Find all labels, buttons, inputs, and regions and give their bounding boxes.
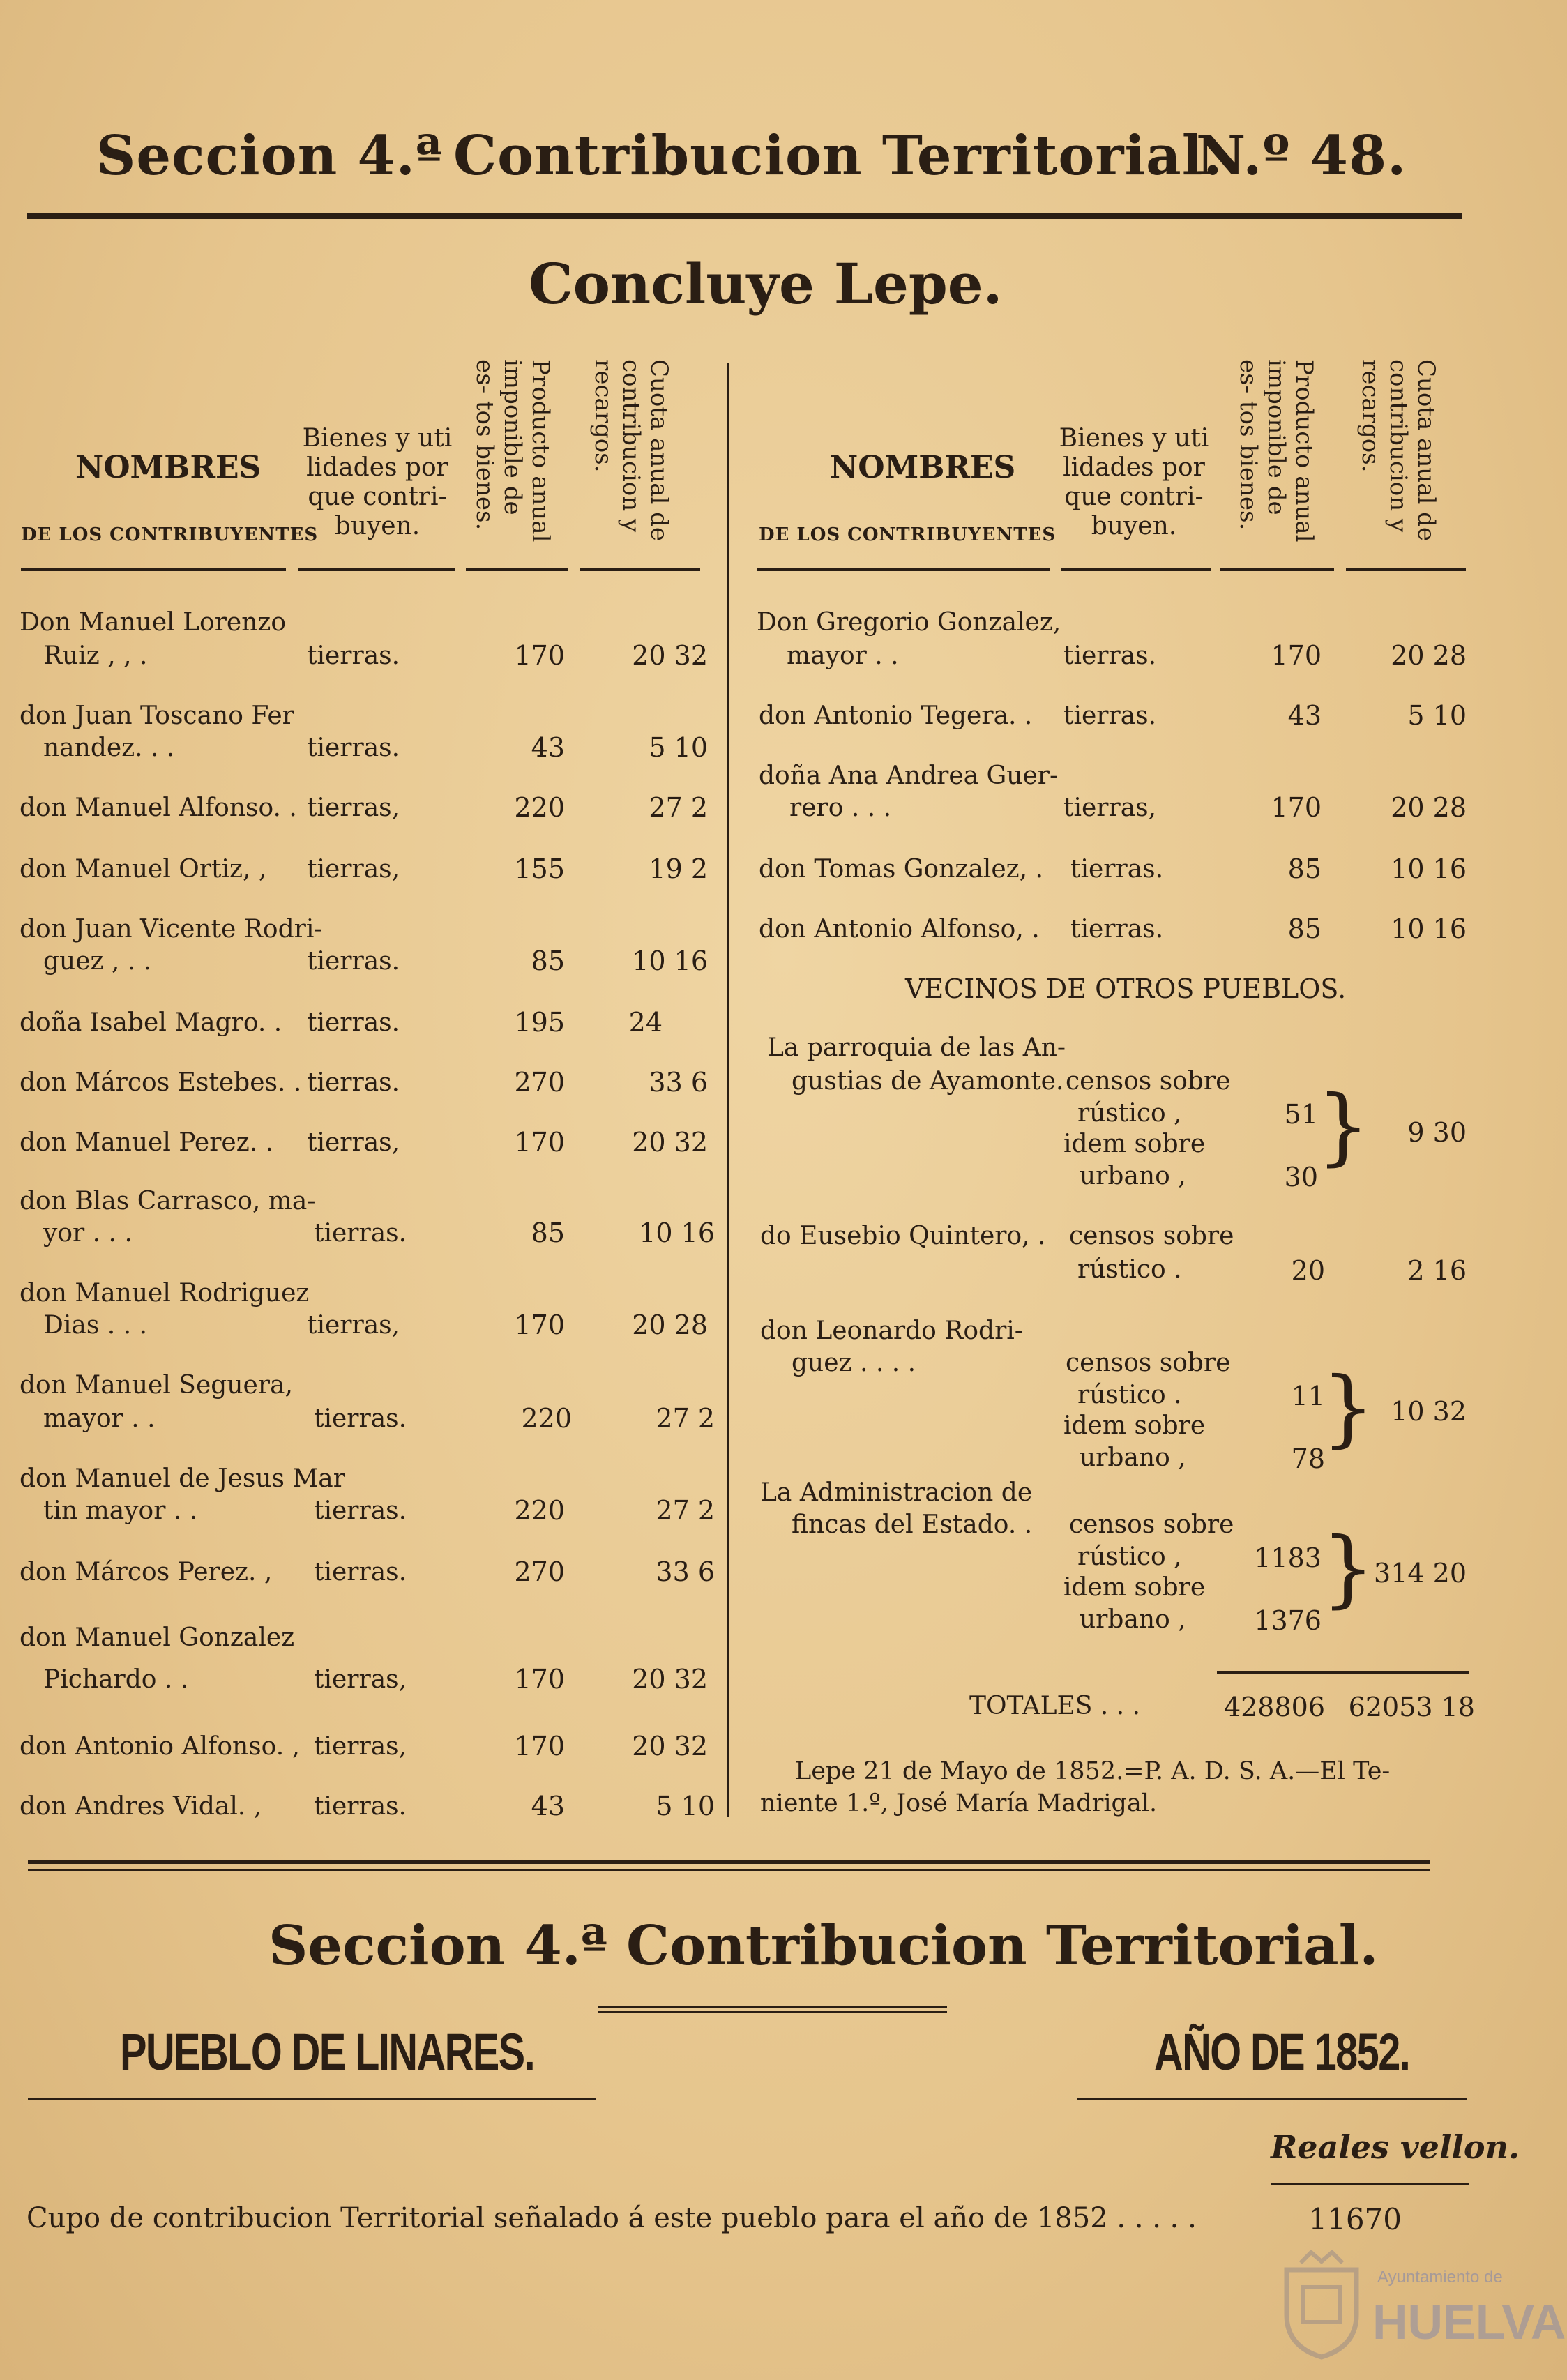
section2-rule [598,2011,947,2013]
table-row-prod: 170 [514,1664,565,1695]
col-bienes-right [1053,424,1215,541]
table-row-bien: tierras, [307,855,400,884]
table-row-name: don Márcos Perez. , [20,1558,273,1586]
vecino-cuota: 314 20 [1374,1558,1467,1589]
table-row-name: don Andres Vidal. , [20,1792,262,1821]
table-row-name: mayor . . [43,1404,156,1433]
vecino-bien: censos sobre [1066,1349,1231,1377]
table-row-prod: 85 [1287,854,1322,884]
table-row-bien: tierras, [307,1311,400,1340]
signature-line: Lepe 21 de Mayo de 1852.=P. A. D. S. A.—El Te- [795,1757,1391,1785]
totals-label: TOTALES . . . [969,1692,1141,1720]
table-row-name: don Tomas Gonzalez, . [759,855,1043,884]
vecino-name: La parroquia de las An- [767,1033,1066,1062]
table-row-name: don Manuel de Jesus Mar [20,1464,345,1493]
table-row-name: nandez. . . [43,734,175,762]
table-row-name: Don Manuel Lorenzo [20,608,287,637]
header-underline [466,568,568,571]
table-row-prod: 85 [1287,914,1322,944]
col-cuota-right: Cuota anual de contribucion y recargos. [1356,359,1440,542]
table-row-name: don Manuel Ortiz, , [20,855,267,884]
watermark [1276,2249,1367,2363]
vecino-name: don Leonardo Rodri- [760,1317,1023,1345]
table-row-name: tin mayor . . [43,1496,198,1525]
table-row-prod: 220 [521,1403,572,1434]
table-row-cuota: 33 6 [656,1556,715,1587]
table-row-prod: 170 [1271,792,1322,823]
table-row-prod: 195 [514,1007,565,1038]
vecino-bien: urbano , [1080,1443,1186,1472]
table-row-name: Dias . . . [43,1311,147,1340]
vecinos-heading: VECINOS DE OTROS PUEBLOS. [905,973,1347,1004]
section-break-rule [28,1860,1430,1864]
col-cuota-left: Cuota anual de contribucion y recargos. [589,359,673,542]
table-row-bien: tierras. [307,947,400,976]
brace-icon: } [1322,1520,1375,1617]
table-row-name: don Antonio Alfonso. , [20,1732,301,1761]
reales-underline [1271,2183,1469,2185]
totals-rule [1217,1671,1469,1674]
table-row-cuota: 27 2 [656,1495,715,1526]
table-row-name: doña Isabel Magro. . [20,1008,282,1037]
table-row-prod: 170 [514,1310,565,1340]
header-underline [21,568,286,571]
table-row-prod: 43 [531,1791,565,1821]
table-row-prod: 270 [514,1556,565,1587]
table-row-prod: 85 [531,946,565,976]
table-row-cuota: 20 28 [632,1310,708,1340]
vecino-prod: 1183 [1254,1543,1322,1573]
header-number: N.º 48. [1196,124,1407,188]
table-row-bien: tierras, [1063,794,1157,822]
header-rule [27,213,1462,219]
vecino-name: do Eusebio Quintero, . [760,1222,1046,1250]
vecino-bien: idem sobre [1063,1411,1206,1440]
ano-label: AÑO DE 1852. [1154,2023,1410,2081]
table-row-name: don Manuel Rodriguez [20,1279,310,1308]
totals-prod: 428806 [1223,1692,1325,1722]
vecino-name: fincas del Estado. . [792,1510,1033,1539]
bienes-line: que contri- [1064,483,1204,511]
table-row-name: rero . . . [789,794,892,822]
vecino-prod: 78 [1291,1443,1325,1474]
header-underline [757,568,1050,571]
table-row-name: yor . . . [43,1219,133,1248]
table-row-cuota: 20 28 [1391,640,1467,671]
table-row-cuota: 27 2 [649,792,708,823]
vecino-prod: 51 [1284,1099,1318,1130]
table-row-prod: 43 [1287,700,1322,731]
table-row-prod: 85 [531,1218,565,1248]
table-row-prod: 155 [514,854,565,884]
table-row-cuota: 10 16 [632,946,708,976]
vecino-prod: 1376 [1254,1605,1322,1636]
table-row-bien: tierras, [314,1665,407,1694]
col-contribuyentes-right: DE LOS CONTRIBUYENTES [759,524,1057,545]
table-row-name: doña Ana Andrea Guer- [759,761,1059,790]
vecino-bien: censos sobre [1066,1067,1231,1096]
vecino-bien: idem sobre [1063,1130,1206,1158]
table-row-bien: tierras. [307,642,400,670]
vecino-bien: urbano , [1080,1162,1186,1190]
table-row-cuota: 10 16 [1391,854,1467,884]
table-row-prod: 43 [531,732,565,763]
table-row-bien: tierras. [314,1792,407,1821]
table-row-name: Don Gregorio Gonzalez, [757,608,1061,637]
ano-underline [1077,2098,1467,2100]
bienes-line: lidades por [306,453,448,482]
vecino-cuota: 2 16 [1407,1255,1467,1286]
vecino-bien: rústico . [1077,1381,1182,1409]
table-row-bien: tierras. [314,1404,407,1433]
bienes-line: Bienes y uti [302,424,453,453]
bienes-line: buyen. [1091,512,1177,540]
watermark-city: HUELVA [1372,2295,1566,2349]
table-row-bien: tierras. [314,1558,407,1586]
vecino-name: La Administracion de [760,1478,1033,1507]
section2-rule [598,2006,947,2008]
table-row-bien: tierras, [307,1128,400,1157]
table-row-name: don Blas Carrasco, ma- [20,1187,316,1215]
vecino-prod: 11 [1291,1381,1325,1411]
table-row-prod: 270 [514,1067,565,1098]
table-row-bien: tierras, [307,794,400,822]
bienes-line: buyen. [334,512,421,540]
table-row-bien: tierras. [314,1496,407,1525]
header-underline [298,568,455,571]
totals-cuota: 62053 18 [1348,1692,1475,1722]
table-row-cuota: 20 32 [632,640,708,671]
table-row-name: Pichardo . . [43,1665,189,1694]
header-title: Contribucion Territorial. [453,124,1223,188]
table-row-cuota: 24 [628,1007,663,1038]
brace-icon: } [1322,1360,1375,1457]
cupo-value: 11670 [1308,2202,1402,2236]
header-underline [580,568,700,571]
table-row-name: don Juan Toscano Fer [20,702,294,730]
section-break-rule [28,1869,1430,1871]
vecino-bien: rústico , [1077,1543,1182,1571]
table-row-bien: tierras. [307,1008,400,1037]
col-nombres-right: NOMBRES [830,450,1016,485]
vecino-bien: idem sobre [1063,1573,1206,1602]
table-row-name: don Manuel Alfonso. . [20,794,297,822]
vecino-bien: rústico , [1077,1099,1182,1128]
table-row-prod: 170 [514,1731,565,1761]
header-underline [1346,568,1466,571]
cupo-text: Cupo de contribucion Territorial señalado á este pueblo para el año de 1852 . . . . . [27,2202,1197,2234]
table-row-cuota: 10 16 [1391,914,1467,944]
header-underline [1061,568,1211,571]
col-bienes-left [296,424,458,541]
brace-icon: } [1317,1078,1370,1175]
vecino-bien: rústico . [1077,1255,1182,1284]
table-row-name: don Antonio Tegera. . [759,702,1033,730]
table-row-bien: tierras. [1063,702,1157,730]
table-row-prod: 220 [514,792,565,823]
bienes-line: que contri- [308,483,447,511]
table-row-bien: tierras. [1070,855,1164,884]
vecino-cuota: 10 32 [1391,1396,1467,1427]
table-row-name: don Juan Vicente Rodri- [20,915,323,943]
table-row-bien: tierras. [307,1068,400,1097]
reales-label: Reales vellon. [1271,2128,1520,2166]
vecino-prod: 20 [1291,1255,1325,1286]
table-row-cuota: 27 2 [656,1403,715,1434]
vecino-name: guez . . . . [792,1349,916,1377]
table-row-prod: 170 [514,1127,565,1158]
table-row-cuota: 5 10 [649,732,708,763]
bienes-line: Bienes y uti [1059,424,1209,453]
table-row-cuota: 19 2 [649,854,708,884]
table-row-cuota: 5 10 [1407,700,1467,731]
section-label: Seccion 4.ª [96,124,443,188]
table-row-prod: 170 [1271,640,1322,671]
vecino-bien: censos sobre [1069,1222,1234,1250]
table-row-bien: tierras. [314,1219,407,1248]
table-row-bien: tierras. [307,734,400,762]
pueblo-label: PUEBLO DE LINARES. [120,2023,535,2081]
table-row-cuota: 20 32 [632,1731,708,1761]
table-row-name: don Manuel Perez. . [20,1128,274,1157]
table-row-prod: 220 [514,1495,565,1526]
header-underline [1220,568,1334,571]
table-row-bien: tierras, [314,1732,407,1761]
table-row-cuota: 5 10 [656,1791,715,1821]
table-row-bien: tierras. [1063,642,1157,670]
table-row-cuota: 20 28 [1391,792,1467,823]
table-row-name: Ruiz , , . [43,642,148,670]
table-row-name: don Antonio Alfonso, . [759,915,1040,943]
table-row-name: don Márcos Estebes. . [20,1068,302,1097]
table-row-name: don Manuel Gonzalez [20,1623,295,1652]
table-row-cuota: 20 32 [632,1664,708,1695]
col-contribuyentes-left: DE LOS CONTRIBUYENTES [21,524,319,545]
table-row-cuota: 10 16 [639,1218,715,1248]
bienes-line: lidades por [1063,453,1205,482]
vecino-name: gustias de Ayamonte. [792,1067,1064,1096]
table-row-bien: tierras. [1070,915,1164,943]
table-row-name: don Manuel Seguera, [20,1371,293,1400]
table-row-prod: 170 [514,640,565,671]
col-nombres-left: NOMBRES [75,450,262,485]
section2-title: Seccion 4.ª Contribucion Territorial. [268,1914,1379,1978]
table-row-name: guez , . . [43,947,152,976]
column-divider [727,363,729,1817]
vecino-bien: censos sobre [1069,1510,1234,1539]
col-producto-left: Producto anual imponible de es- tos bienes. [471,359,554,543]
table-row-name: mayor . . [787,642,899,670]
vecino-prod: 30 [1284,1162,1318,1192]
watermark-text: Ayuntamiento de [1377,2268,1503,2287]
table-row-cuota: 20 32 [632,1127,708,1158]
col-producto-right: Producto anual imponible de es- tos bienes. [1234,359,1318,543]
shield-icon [1276,2249,1367,2360]
vecino-bien: urbano , [1080,1605,1186,1634]
signature-line: niente 1.º, José María Madrigal. [760,1789,1158,1817]
vecino-cuota: 9 30 [1407,1117,1467,1148]
page-subtitle: Concluye Lepe. [529,251,1003,317]
table-row-cuota: 33 6 [649,1067,708,1098]
pueblo-underline [28,2098,596,2100]
